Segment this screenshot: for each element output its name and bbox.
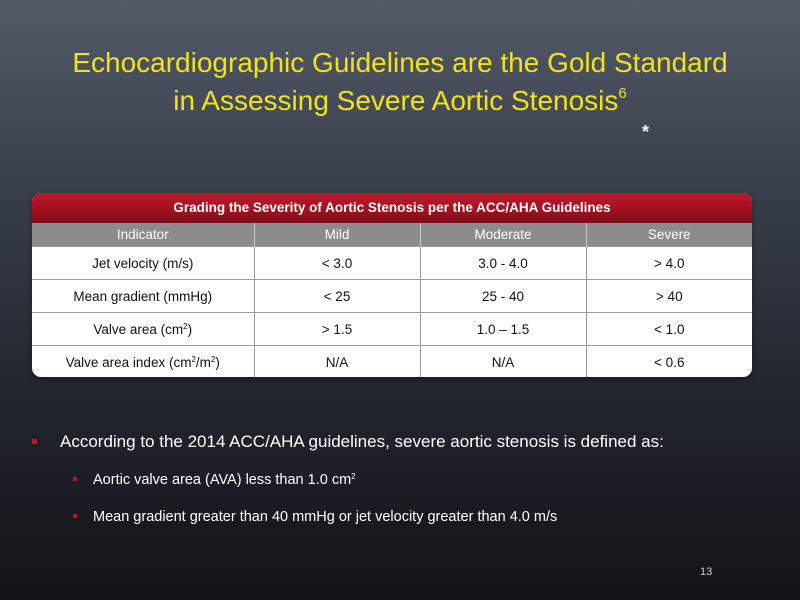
table-caption: Grading the Severity of Aortic Stenosis per the ACC/AHA Guidelines (32, 193, 752, 223)
table-row (32, 247, 752, 280)
indicator-text-end: ) (187, 321, 193, 337)
header-mild: Mild (254, 223, 420, 247)
moderate-cell: 1.0 – 1.5 (420, 313, 586, 346)
table-row (32, 280, 752, 313)
severe-cell: > 40 (586, 280, 752, 313)
header-indicator: Indicator (32, 223, 254, 247)
mild-cell: < 25 (254, 280, 420, 313)
severe-cell: < 0.6 (586, 346, 752, 378)
bullet-sub-gradient-text: Mean gradient greater than 40 mmHg or jet velocity greater than 4.0 m/s (93, 509, 558, 525)
severe-cell: < 1.0 (586, 313, 752, 346)
indicator-superscript: 2 (183, 321, 188, 331)
square-bullet-icon (73, 514, 77, 518)
bullet-main-text: According to the 2014 ACC/AHA guidelines, severe aortic stenosis is defined as: (60, 432, 664, 451)
title-line-2: in Assessing Severe Aortic Stenosis (173, 85, 619, 116)
indicator-cell: Jet velocity (m/s) (32, 247, 254, 280)
indicator-text-mid: /m (195, 354, 211, 370)
indicator-text: Valve area (cm (93, 321, 184, 337)
indicator-text: Valve area index (cm (65, 354, 192, 370)
bullet-sub-gradient (30, 507, 790, 527)
bullet-sub-ava-text: Aortic valve area (AVA) less than 1.0 cm (93, 472, 352, 488)
indicator-superscript: 2 (191, 354, 196, 364)
table-header-row (32, 223, 752, 247)
bullet-sub-ava (30, 470, 790, 490)
indicator-cell (32, 313, 254, 346)
bullet-list (30, 431, 790, 527)
mild-cell: < 3.0 (254, 247, 420, 280)
table-row (32, 313, 752, 346)
slide-number: 13 (700, 566, 713, 578)
mild-cell: N/A (254, 346, 420, 378)
moderate-cell: 3.0 - 4.0 (420, 247, 586, 280)
mild-cell: > 1.5 (254, 313, 420, 346)
square-bullet-icon (73, 477, 77, 481)
title-line-1: Echocardiographic Guidelines are the Gold Standard (72, 47, 728, 78)
slide-title (20, 44, 780, 120)
moderate-cell: N/A (420, 346, 586, 378)
indicator-text-end: ) (215, 354, 220, 370)
indicator-cell (32, 346, 254, 378)
asterisk-mark: * (642, 122, 650, 142)
indicator-superscript: 2 (210, 354, 216, 364)
severe-cell: > 4.0 (586, 247, 752, 280)
title-citation: 6 (618, 85, 627, 102)
bullet-sub-ava-superscript: 2 (351, 472, 356, 481)
grading-table (32, 223, 752, 377)
header-moderate: Moderate (420, 223, 586, 247)
square-bullet-icon (32, 439, 37, 444)
bullet-main (30, 431, 790, 453)
indicator-cell: Mean gradient (mmHg) (32, 280, 254, 313)
severity-table (32, 193, 752, 377)
table-row (32, 346, 752, 378)
moderate-cell: 25 - 40 (420, 280, 586, 313)
header-severe: Severe (586, 223, 752, 247)
